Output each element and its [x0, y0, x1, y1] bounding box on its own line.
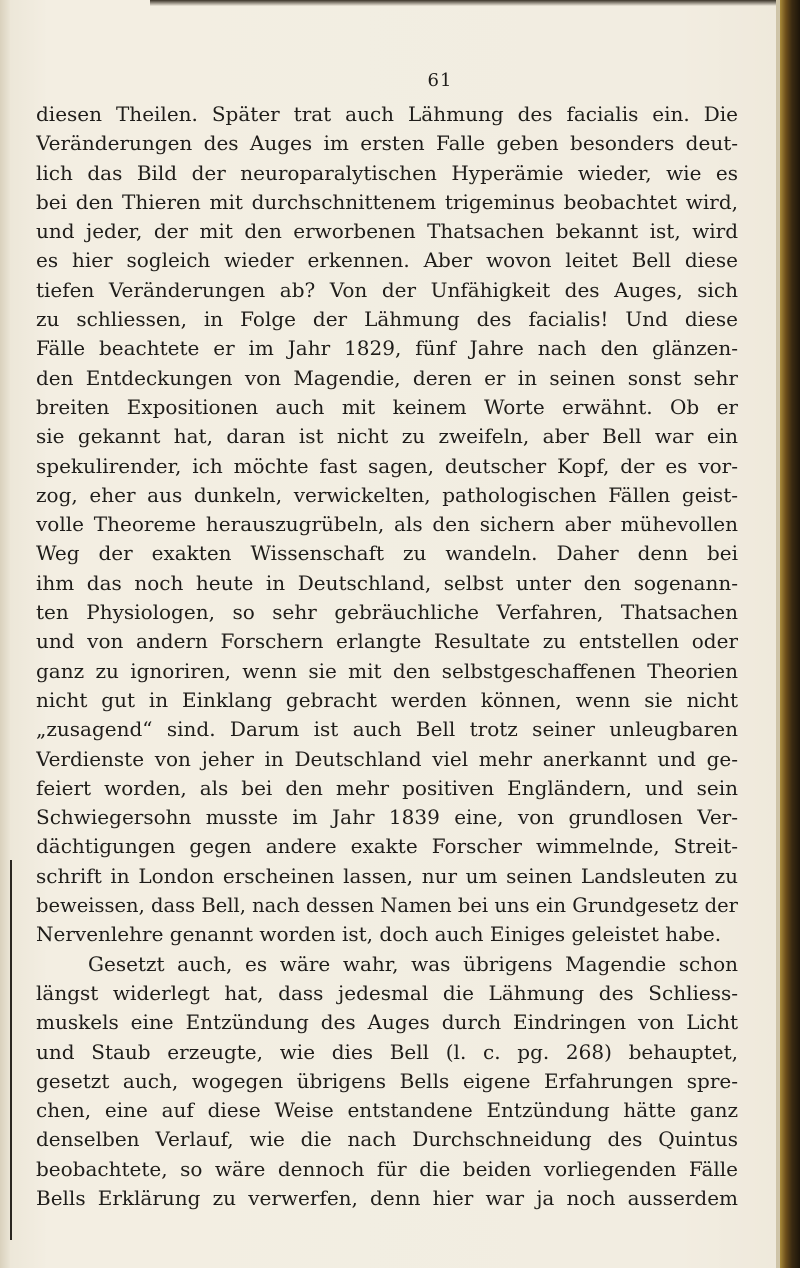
text-line: denselben Verlauf, wie die nach Durchschneidung des Quintus — [36, 1127, 738, 1152]
book-spine — [780, 0, 800, 1268]
text-line: Fälle beachtete er im Jahr 1829, fünf Jahre nach den glänzen- — [36, 336, 738, 361]
text-line: es hier sogleich wieder erkennen. Aber wovon leitet Bell diese — [36, 248, 738, 273]
text-line: muskels eine Entzündung des Auges durch Eindringen von Licht — [36, 1010, 738, 1035]
text-line: beobachtete, so wäre dennoch für die beiden vorliegenden Fälle — [36, 1156, 738, 1181]
text-line: ten Physiologen, so sehr gebräuchliche Verfahren, Thatsachen — [36, 600, 738, 625]
text-line: Nervenlehre genannt worden ist, doch auch Einiges geleistet habe. — [36, 922, 722, 947]
text-line: volle Theoreme herauszugrübeln, als den sichern aber mühevollen — [36, 512, 738, 537]
text-line: Verdienste von jeher in Deutschland viel mehr anerkannt und ge- — [36, 746, 738, 771]
text-line: bei den Thieren mit durchschnittenem trigeminus beobachtet wird, — [36, 189, 738, 214]
text-line: Weg der exakten Wissenschaft zu wandeln. Daher denn bei — [36, 541, 738, 566]
text-line: nicht gut in Einklang gebracht werden können, wenn sie nicht — [36, 687, 738, 712]
text-line: und jeder, der mit den erworbenen Thatsachen bekannt ist, wird — [36, 219, 738, 244]
text-line: lich das Bild der neuroparalytischen Hyperämie wieder, wie es — [36, 160, 738, 185]
text-line: „zusagend“ sind. Darum ist auch Bell trotz seiner unleugbaren — [36, 717, 738, 742]
text-line: breiten Expositionen auch mit keinem Worte erwähnt. Ob er — [36, 394, 738, 419]
text-line: Veränderungen des Auges im ersten Falle geben besonders deut- — [36, 131, 738, 156]
text-line: tiefen Veränderungen ab? Von der Unfähigkeit des Auges, sich — [36, 277, 738, 302]
body-text — [36, 100, 738, 1213]
left-edge-marks — [0, 860, 12, 1240]
page-number-text: 61 — [427, 70, 453, 91]
text-line: schrift in London erscheinen lassen, nur um seinen Landsleuten zu — [36, 863, 738, 888]
page-top-shadow — [150, 0, 800, 6]
text-line: zu schliessen, in Folge der Lähmung des facialis! Und diese — [36, 307, 738, 332]
text-line: beweissen, dass Bell, nach dessen Namen bei uns ein Grundgesetz der — [36, 894, 738, 918]
text-line: den Entdeckungen von Magendie, deren er in seinen sonst sehr — [36, 365, 738, 390]
text-line: spekulirender, ich möchte fast sagen, deutscher Kopf, der es vor- — [36, 453, 738, 478]
text-line: sie gekannt hat, daran ist nicht zu zweifeln, aber Bell war ein — [36, 424, 738, 449]
text-line: dächtigungen gegen andere exakte Forscher wimmelnde, Streit- — [36, 834, 738, 859]
text-line: feiert worden, als bei den mehr positiven Engländern, und sein — [36, 775, 738, 800]
text-line: chen, eine auf diese Weise entstandene Entzündung hätte ganz — [36, 1098, 738, 1123]
text-line: Bells Erklärung zu verwerfen, denn hier war ja noch ausserdem — [36, 1185, 738, 1210]
text-line: gesetzt auch, wogegen übrigens Bells eigene Erfahrungen spre- — [36, 1068, 738, 1093]
text-line: zog, eher aus dunkeln, verwickelten, pathologischen Fällen geist- — [36, 482, 738, 507]
text-line: Gesetzt auch, es wäre wahr, was übrigens Magendie schon — [88, 951, 738, 976]
text-line: längst widerlegt hat, dass jedesmal die Lähmung des Schliess- — [36, 980, 738, 1005]
text-line: und von andern Forschern erlangte Resultate zu entstellen oder — [36, 629, 738, 654]
text-line: diesen Theilen. Später trat auch Lähmung des facialis ein. Die — [36, 102, 738, 126]
text-line: Schwiegersohn musste im Jahr 1839 eine, von grundlosen Ver- — [36, 805, 738, 830]
text-line: und Staub erzeugte, wie dies Bell (l. c. pg. 268) behauptet, — [36, 1039, 738, 1064]
text-line: ganz zu ignoriren, wenn sie mit den selbstgeschaffenen Theorien — [36, 658, 738, 683]
text-line: ihm das noch heute in Deutschland, selbst unter den sogenann- — [36, 570, 738, 595]
page-number — [0, 70, 800, 91]
